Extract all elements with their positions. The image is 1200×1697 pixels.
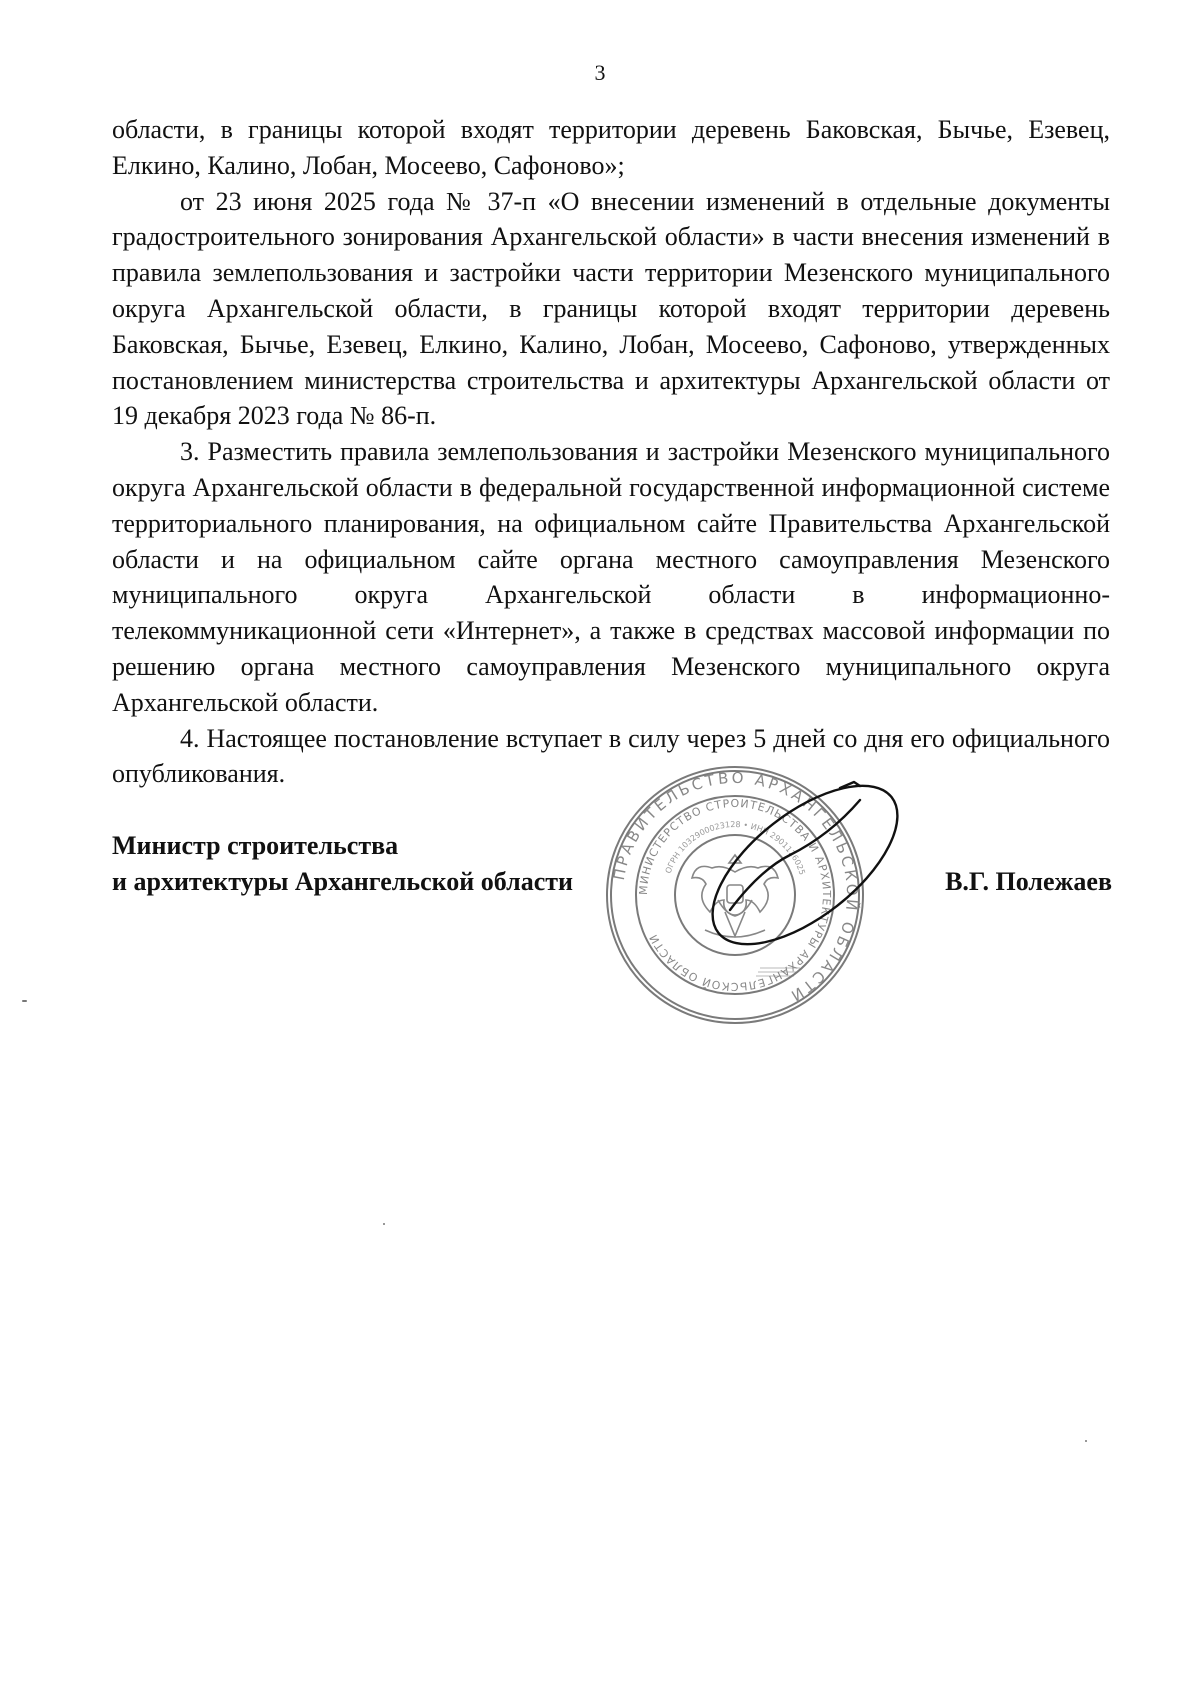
seal-inner-text: МИНИСТЕРСТВО СТРОИТЕЛЬСТВА И АРХИТЕКТУРЫ АРХАНГЕЛЬСКОЙ ОБЛАСТИ <box>636 796 834 994</box>
signature-position <box>112 828 573 900</box>
position-line-2: и архитектуры Архангельской области <box>112 867 574 896</box>
seal-outer-text: ПРАВИТЕЛЬСТВО АРХАНГЕЛЬСКОЙ ОБЛАСТИ <box>609 768 862 1007</box>
paragraph-item-3: 3. Разместить правила землепользования и застройки Мезенского муниципального округа Архангельской области в федеральной государственной информационной системе территориального планирования, на официальном сайте Правительства Архангельской области и на официальном сайте органа местного самоуправления Мезенского муниципального округа Архангельской области в информационно-телекоммуникационной сети «Интернет», а также в средствах массовой информации по решению органа местного самоуправления Мезенского муниципального округа Архангельской области. <box>112 437 1110 717</box>
scan-speck <box>383 1223 385 1225</box>
scan-speck <box>1085 1440 1087 1442</box>
seal-id-text: ОГРН 1032900023128 • ИНН 2901126025 <box>663 819 807 877</box>
position-line-1: Министр строительства <box>112 831 399 860</box>
paragraph-amendment-2025: от 23 июня 2025 года № 37-п «О внесении изменений в отдельные документы градостроительного зонирования Архангельской области» в части внесения изменений в правила землепользования и застройки части территории Мезенского муниципального округа Архангельской области, в границы которой входят территории деревень Баковская, Бычье, Езевец, Елкино, Калино, Лобан, Мосеево, Сафоново, утвержденных постановлением министерства строительства и архитектуры Архангельской области от 19 декабря 2023 года № 86-п. <box>112 186 1110 431</box>
page-number: 3 <box>594 60 606 85</box>
document-body <box>112 112 1110 792</box>
paragraph-item-4: 4. Настоящее постановление вступает в силу через 5 дней со дня его официального опубликования. <box>112 723 1110 789</box>
handwritten-signature <box>690 770 920 960</box>
paragraph-continuation: области, в границы которой входят территории деревень Баковская, Бычье, Езевец, Елкино, Калино, Лобан, Мосеево, Сафоново»; <box>112 115 1110 180</box>
scan-speck <box>22 1000 27 1002</box>
signer-name: В.Г. Полежаев <box>945 867 1112 896</box>
